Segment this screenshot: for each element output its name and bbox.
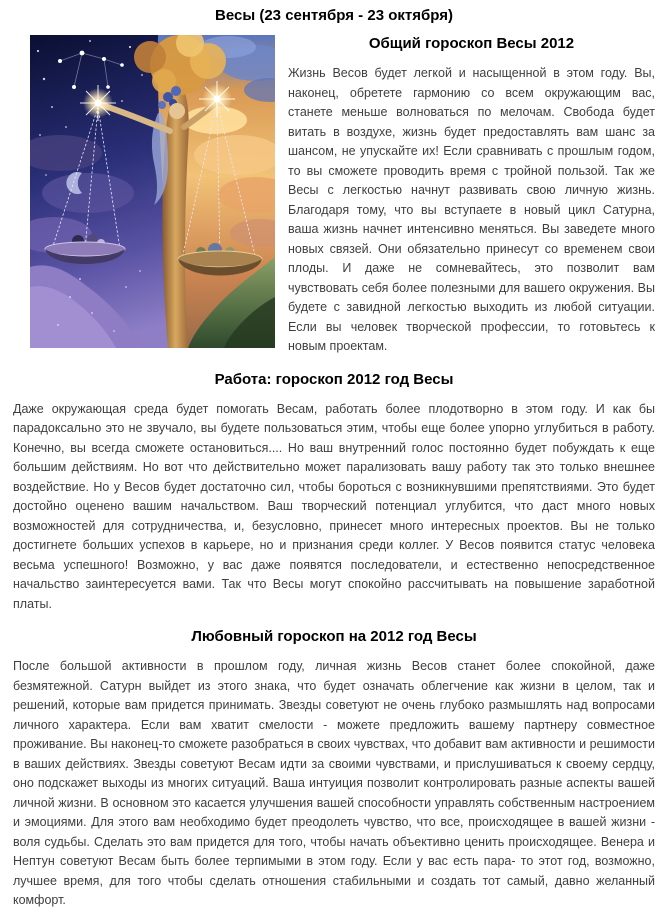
article-body	[13, 34, 655, 911]
page-title: Весы (23 сентября - 23 октября)	[215, 7, 453, 24]
libra-zodiac-painting-image	[30, 35, 275, 348]
section-body-love: После большой активности в прошлом году, личная жизнь Весов станет более спокойной, даже безмятежной. Сатурн выйдет из этого знака, что будет означать облегчение как жизни в целом, так и решений, которые вам придется принимать. Звезды советуют не очень глубоко размышлять над вопросами личного характера. Если вам хватит смелости - можете предложить вашему партнеру совместное проживание. Вы наконец-то сможете разобраться в своих чувствах, что добавит вам активности и решимости в ваших действиях. Звезды советуют Весам идти за своими чувствами, и прислушиваться к своему сердцу, оно подскажет выходы из многих ситуаций. Ваша интуиция позволит контролировать разные аспекты вашей личной жизни. В основном это касается улучшения вашей способности управлять собственным настроением и эмоциями. Для этого вам необходимо будет преодолеть чувство, что все, происходящее в вашей жизни - воля судьбы. Сделать это вам придется для того, чтобы начать объективно ценить происходящее. Венера и Нептун советуют Весам быть более терпимыми в этом году. Если у вас есть пара- то этот год, возможно, лучшее время, для того чтобы сделать отношения стабильными и создать тот самый, давно желанный комфорт.	[13, 659, 655, 907]
section-heading-love: Любовный гороскоп на 2012 год Весы	[191, 628, 477, 645]
section-heading-general: Общий гороскоп Весы 2012	[368, 35, 575, 52]
section-body-work: Даже окружающая среда будет помогать Весам, работать более плодотворно в этом году. И как бы парадоксально это не звучало, вы будете пользоваться этим, чтобы еще более упорно углубиться в работу. Конечно, вы всегда сможете остановиться.... Но ваш внутренний голос постоянно будет побуждать к еще большим действиям. Но вот что действительно может парализовать вашу работу так это только внешнее воздействие. Но у Весов будет достаточно сил, чтобы бороться с возникнувшими препятствиями. Это будет достойно оценено вашим начальством. Ваш творческий потенциал углубится, что даст много новых возможностей для сотрудничества, и, безусловно, принесет много интересных проектов. Вы не только достигнете больших успехов в карьере, но и признания среди коллег. У Весов появится статус человека весьма успешного! Возможно, у вас даже появятся последователи, и естественно непосредственное начальство заинтересуется вами. Так что Весы могут спокойно рассчитывать на повышение заработной платы.	[13, 401, 655, 611]
libra-painting-svg	[30, 35, 275, 348]
section-heading-work: Работа: гороскоп 2012 год Весы	[214, 370, 454, 388]
section-body-general: Жизнь Весов будет легкой и насыщенной в этом году. Вы, наконец, обретете гармонию со всем окружающим вас, станете меньше волноваться по мелочам. Свобода будет витать в воздухе, жизнь будет предоставлять вам шанс за шансом, не упускайте их! Если сравнивать с прошлым годом, то вы сможете проводить время с тройной пользой. Так же Весы с легкостью начнут развивать свою личную жизнь. Благодаря тому, что вы вступаете в новый цикл Сатурна, ваша жизнь начнет интенсивно меняться. Вы заведете много новых связей. Они обязательно принесут со временем свои плоды. И даже не сомневайтесь, это позволит вам чувствовать себя более полезными для вашего окружения. Вы будете с завидной легкостью выходить из любой ситуации. Если вы человек творческой профессии, то готовьтесь к новым проектам.	[288, 66, 655, 353]
